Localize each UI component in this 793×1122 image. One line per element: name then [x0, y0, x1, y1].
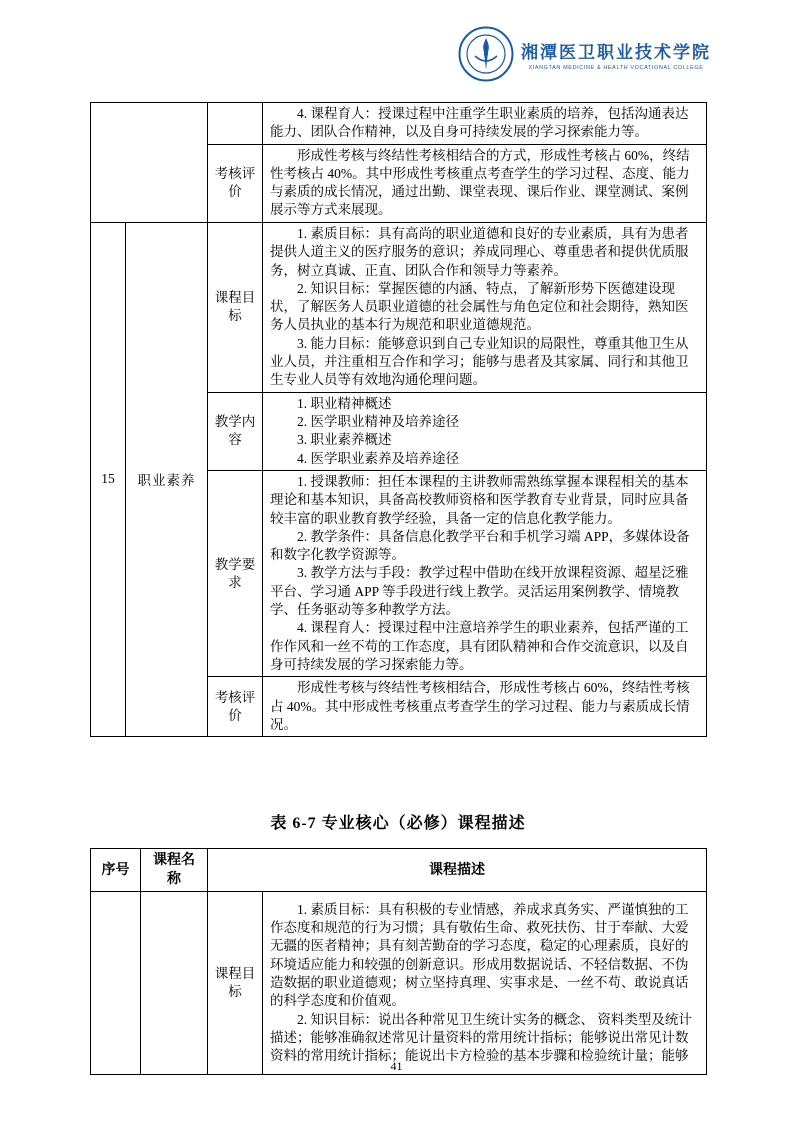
- college-name-en: XIANGTAN MEDICINE & HEALTH VOCATIONAL COLLEGE: [528, 64, 704, 71]
- assessment-content-cell: [263, 144, 707, 222]
- paragraph: 1. 素质目标：具有积极的专业情感，养成求真务实、严谨慎独的工作态度和规范的行为习惯；具有敬佑生命、救死扶伤、甘于奉献、大爱无疆的医者精神；具有刻苦勤奋的学习态度，稳定的心理素质，良好的环境适应能力和较强的创新意识。形成用数据说话、不轻信数据、不伪造数据的职业道德观；树立坚持真理、实事求是、一丝不苟、敢说真话的科学态度和价值观。: [270, 901, 689, 1009]
- paragraph: 形成性考核与终结性考核相结合，形成性考核占 60%，终结性考核占 40%。其中形成性考核重点考查学生的学习过程、能力与素质成长情况。: [270, 680, 690, 732]
- paragraph: 4. 课程育人：授课过程中注重学生职业素质的培养，包括沟通表达能力、团队合作精神，以及自身可持续发展的学习探索能力等。: [270, 106, 689, 140]
- assessment-label: 考核评价: [208, 144, 263, 222]
- paragraph: 2. 教学条件：具备信息化教学平台和手机学习端 APP，多媒体设备和数字化教学资源等。: [270, 528, 690, 563]
- page-number: 41: [390, 1059, 403, 1073]
- paragraph: 1. 授课教师：担任本课程的主讲教师需熟练掌握本课程相关的基本理论和基本知识，具备高校教师资格和医学教育专业背景，同时应具备较丰富的职业教育教学经验，具备一定的信息化教学能力。: [270, 473, 689, 526]
- course-name-cell: [141, 892, 208, 1075]
- page-content: [90, 102, 706, 1075]
- list-item: 1. 职业精神概述: [297, 395, 392, 411]
- header-course-name: 课程名称: [141, 849, 208, 892]
- list-item: 2. 医学职业精神及培养途径: [297, 414, 459, 430]
- assessment2-content-cell: [263, 677, 707, 737]
- header-course-description: 课程描述: [208, 849, 707, 892]
- course-name-cell: 职业素养: [126, 222, 208, 736]
- table-row: [91, 103, 707, 145]
- paragraph: 2. 知识目标：说出各种常见卫生统计实务的概念、 资料类型及统计描述；能够准确叙述常见计量资料的常用统计指标；能够说出常见计数资料的常用统计指标；能说出卡方检验的基本步骤和检验统计量；能够: [270, 1011, 692, 1064]
- row-number-cell: 15: [91, 222, 126, 736]
- objectives-content-cell: [263, 222, 707, 392]
- table-row: [91, 892, 707, 1075]
- requirements-content-cell: [263, 470, 707, 676]
- list-item: 4. 医学职业素养及培养途径: [297, 450, 459, 466]
- paragraph: 形成性考核与终结性考核相结合的方式，形成性考核占 60%，终结性考核占 40%。其中形成性考核重点考查学生的学习过程、态度、能力与素质的成长情况，通过出勤、课堂表现、课后作业、课堂测试、案例展示等方式来展现。: [270, 147, 690, 218]
- list-item: 3. 职业素养概述: [297, 432, 392, 448]
- objectives-label: 课程目标: [208, 892, 263, 1075]
- paragraph: 1. 素质目标：具有高尚的职业道德和良好的专业素质，具有为患者提供人道主义的医疗服务的意识；养成同理心、尊重患者和提供优质服务，树立真诚、正直、团队合作和领导力等素养。: [270, 225, 689, 278]
- carryover-content-cell: [263, 103, 707, 145]
- college-logo-icon: [458, 26, 514, 82]
- objectives-label: 课程目标: [208, 222, 263, 392]
- teaching-content-cell: [263, 392, 707, 470]
- college-logo: [458, 26, 711, 82]
- paragraph: 2. 知识目标：掌握医德的内涵、特点，了解新形势下医德建设现状，了解医务人员职业道德的社会属性与角色定位和社会期待，熟知医务人员执业的基本行为规范和职业道德规范。: [270, 280, 689, 333]
- college-name-cn: 湘潭医卫职业技术学院: [521, 42, 711, 62]
- college-logo-text: [521, 38, 711, 71]
- objectives-content-cell: [263, 892, 707, 1075]
- carryover-label-cell: [208, 103, 263, 145]
- assessment2-label: 考核评价: [208, 677, 263, 737]
- teaching-content-label: 教学内容: [208, 392, 263, 470]
- course-description-table-row15: [90, 102, 707, 737]
- paragraph: 3. 教学方法与手段：教学过程中借助在线开放课程资源、超星泛雅平台、学习通 APP 等手段进行线上教学。灵活运用案例教学、情境教学、任务驱动等多种教学方法。: [270, 565, 689, 618]
- header-serial: 序号: [91, 849, 141, 892]
- table-6-7-title: 表 6-7 专业核心（必修）课程描述: [270, 815, 526, 833]
- serial-cell: [91, 892, 141, 1075]
- table-header-row: [91, 849, 707, 892]
- table-row: [91, 222, 707, 392]
- requirements-label: 教学要求: [208, 470, 263, 676]
- carryover-empty-cell: [91, 103, 208, 223]
- core-course-description-table: [90, 848, 707, 1075]
- paragraph: 3. 能力目标：能够意识到自己专业知识的局限性，尊重其他卫生从业人员，并注重相互合作和学习；能够与患者及其家属、同行和其他卫生专业人员等有效地沟通伦理问题。: [270, 335, 689, 388]
- paragraph: 4. 课程育人：授课过程中注意培养学生的职业素养，包括严谨的工作作风和一丝不苟的工作态度，具有团队精神和合作交流意识，以及自身可持续发展的学习探索能力等。: [270, 620, 689, 672]
